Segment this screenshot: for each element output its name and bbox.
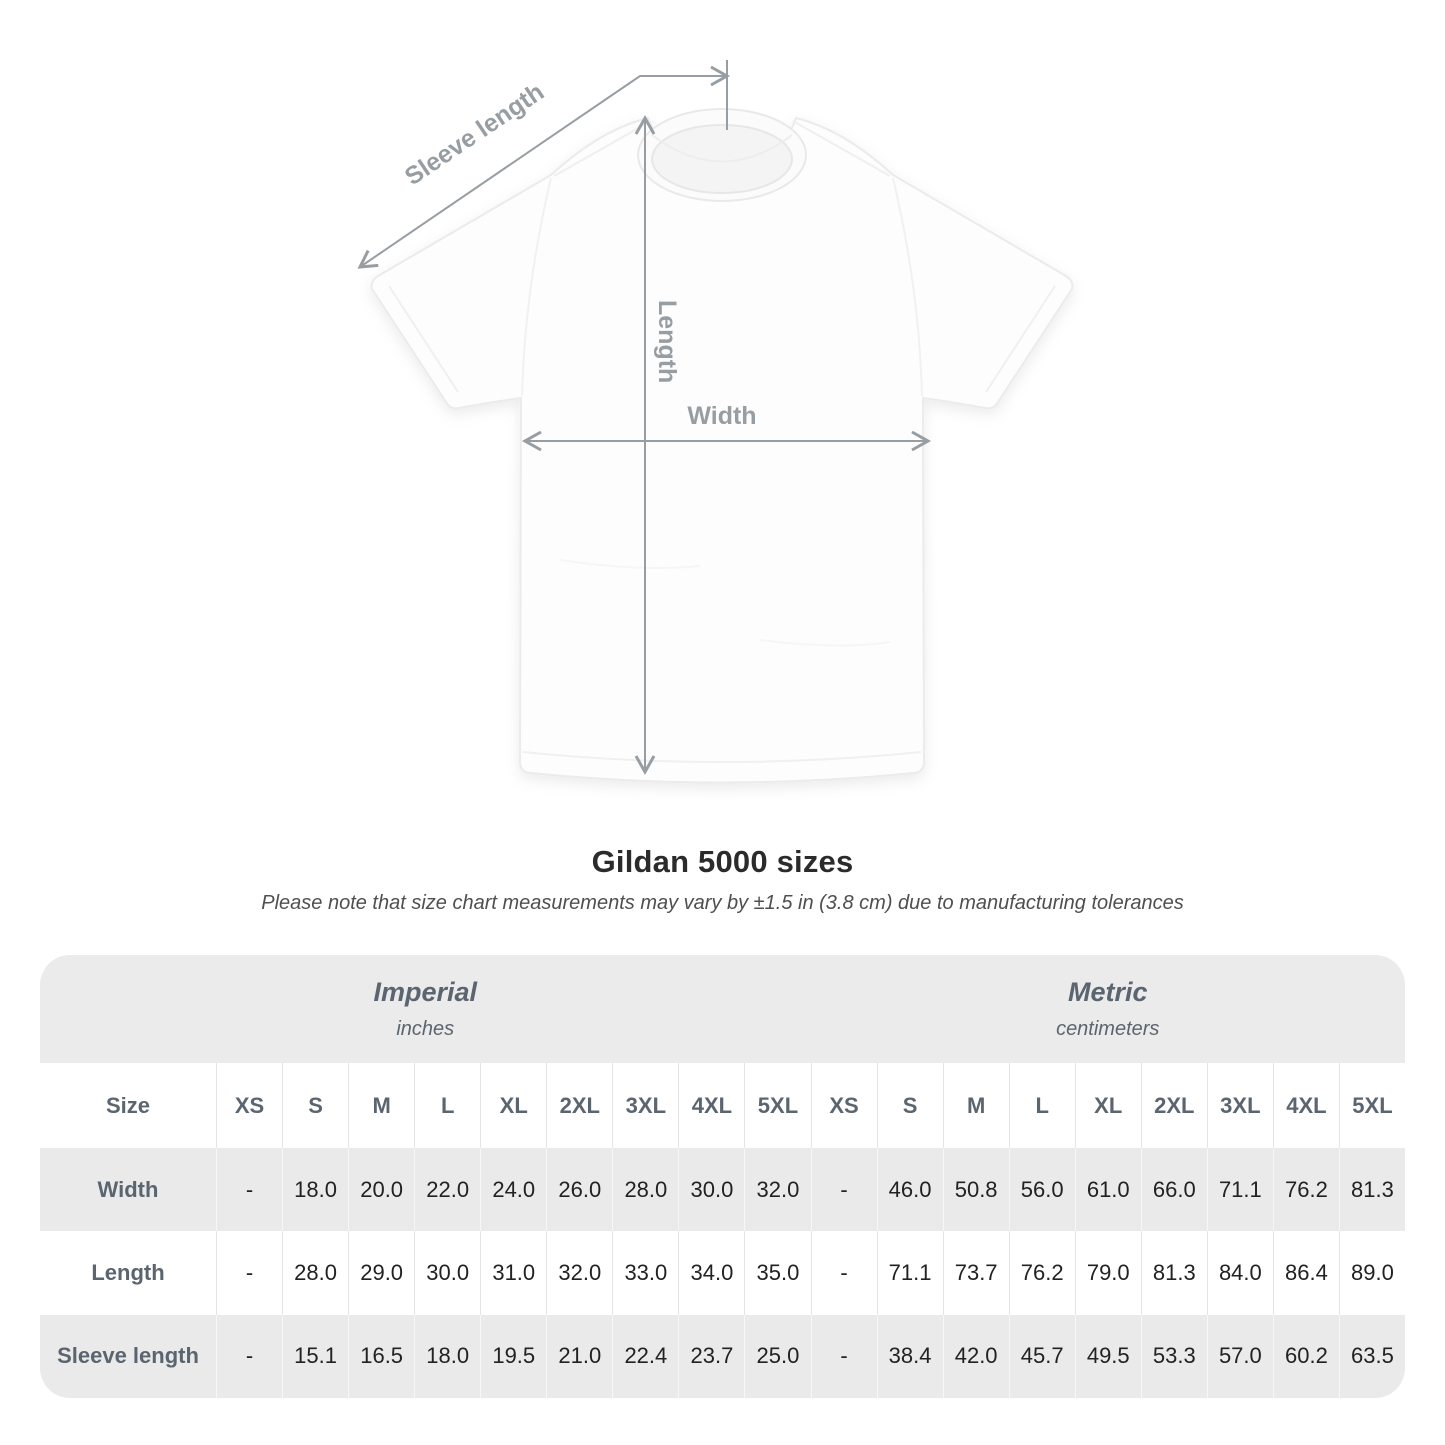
sleeve-length-label: Sleeve length — [399, 77, 550, 192]
size-header-metric: S — [877, 1063, 943, 1148]
value-cell-imperial: 34.0 — [678, 1231, 744, 1314]
value-cell-imperial: 28.0 — [612, 1148, 678, 1231]
value-cell-imperial: - — [216, 1231, 282, 1314]
size-header-imperial: 5XL — [744, 1063, 810, 1148]
row-label: Sleeve length — [40, 1315, 216, 1398]
value-cell-metric: 71.1 — [1207, 1148, 1273, 1231]
value-cell-metric: 81.3 — [1339, 1148, 1405, 1231]
section-metric — [811, 955, 1406, 1063]
value-cell-imperial: 32.0 — [744, 1148, 810, 1231]
section-unit-label: centimeters — [1056, 1018, 1160, 1040]
value-cell-metric: 84.0 — [1207, 1231, 1273, 1314]
value-cell-metric: 60.2 — [1273, 1315, 1339, 1398]
section-imperial — [40, 955, 811, 1063]
value-cell-metric: 73.7 — [943, 1231, 1009, 1314]
value-cell-imperial: 32.0 — [546, 1231, 612, 1314]
value-cell-imperial: 22.4 — [612, 1315, 678, 1398]
size-header-metric: 3XL — [1207, 1063, 1273, 1148]
value-cell-metric: - — [811, 1231, 877, 1314]
value-cell-imperial: 15.1 — [282, 1315, 348, 1398]
value-cell-metric: 86.4 — [1273, 1231, 1339, 1314]
value-cell-metric: 61.0 — [1075, 1148, 1141, 1231]
value-cell-imperial: - — [216, 1315, 282, 1398]
value-cell-imperial: 33.0 — [612, 1231, 678, 1314]
size-header-imperial: 4XL — [678, 1063, 744, 1148]
value-cell-imperial: 35.0 — [744, 1231, 810, 1314]
size-header-metric: M — [943, 1063, 1009, 1148]
size-column-header: Size — [40, 1063, 216, 1148]
size-header-metric: XS — [811, 1063, 877, 1148]
value-cell-imperial: 25.0 — [744, 1315, 810, 1398]
section-name-label: Imperial — [373, 977, 478, 1007]
value-cell-metric: 50.8 — [943, 1148, 1009, 1231]
value-cell-imperial: 19.5 — [480, 1315, 546, 1398]
row-label: Length — [40, 1231, 216, 1314]
size-header-imperial: 2XL — [546, 1063, 612, 1148]
value-cell-metric: 76.2 — [1009, 1231, 1075, 1314]
value-cell-imperial: 30.0 — [414, 1231, 480, 1314]
value-cell-metric: 56.0 — [1009, 1148, 1075, 1231]
size-header-imperial: XS — [216, 1063, 282, 1148]
row-label: Width — [40, 1148, 216, 1231]
size-header-imperial: L — [414, 1063, 480, 1148]
value-cell-metric: 57.0 — [1207, 1315, 1273, 1398]
value-cell-imperial: - — [216, 1148, 282, 1231]
value-cell-imperial: 31.0 — [480, 1231, 546, 1314]
value-cell-imperial: 22.0 — [414, 1148, 480, 1231]
value-cell-metric: 38.4 — [877, 1315, 943, 1398]
tolerance-note: Please note that size chart measurements may vary by ±1.5 in (3.8 cm) due to manufacturing tolerances — [261, 892, 1184, 914]
size-header-imperial: S — [282, 1063, 348, 1148]
value-cell-metric: 63.5 — [1339, 1315, 1405, 1398]
value-cell-metric: 76.2 — [1273, 1148, 1339, 1231]
value-cell-imperial: 23.7 — [678, 1315, 744, 1398]
chart-caption — [0, 844, 1445, 915]
value-cell-imperial: 16.5 — [348, 1315, 414, 1398]
value-cell-metric: 66.0 — [1141, 1148, 1207, 1231]
value-cell-imperial: 18.0 — [282, 1148, 348, 1231]
value-cell-imperial: 20.0 — [348, 1148, 414, 1231]
page-title: Gildan 5000 sizes — [591, 844, 854, 879]
size-header-metric: 4XL — [1273, 1063, 1339, 1148]
value-cell-imperial: 30.0 — [678, 1148, 744, 1231]
length-label: Length — [653, 300, 681, 384]
collar-inner — [652, 125, 792, 193]
size-header-imperial: M — [348, 1063, 414, 1148]
value-cell-imperial: 28.0 — [282, 1231, 348, 1314]
value-cell-metric: 71.1 — [877, 1231, 943, 1314]
value-cell-imperial: 21.0 — [546, 1315, 612, 1398]
value-cell-metric: 79.0 — [1075, 1231, 1141, 1314]
size-header-imperial: XL — [480, 1063, 546, 1148]
value-cell-imperial: 29.0 — [348, 1231, 414, 1314]
value-cell-metric: 46.0 — [877, 1148, 943, 1231]
value-cell-metric: 45.7 — [1009, 1315, 1075, 1398]
value-cell-metric: 89.0 — [1339, 1231, 1405, 1314]
value-cell-metric: 49.5 — [1075, 1315, 1141, 1398]
value-cell-imperial: 18.0 — [414, 1315, 480, 1398]
value-cell-imperial: 24.0 — [480, 1148, 546, 1231]
value-cell-metric: 53.3 — [1141, 1315, 1207, 1398]
size-header-metric: 5XL — [1339, 1063, 1405, 1148]
size-chart-table — [40, 955, 1405, 1398]
value-cell-metric: - — [811, 1148, 877, 1231]
size-header-metric: 2XL — [1141, 1063, 1207, 1148]
width-label: Width — [687, 402, 757, 430]
value-cell-imperial: 26.0 — [546, 1148, 612, 1231]
section-unit-label: inches — [396, 1018, 455, 1040]
value-cell-metric: 81.3 — [1141, 1231, 1207, 1314]
value-cell-metric: 42.0 — [943, 1315, 1009, 1398]
section-name-label: Metric — [1067, 977, 1148, 1007]
size-header-imperial: 3XL — [612, 1063, 678, 1148]
size-header-metric: XL — [1075, 1063, 1141, 1148]
tshirt-image — [372, 109, 1073, 783]
size-header-metric: L — [1009, 1063, 1075, 1148]
value-cell-metric: - — [811, 1315, 877, 1398]
